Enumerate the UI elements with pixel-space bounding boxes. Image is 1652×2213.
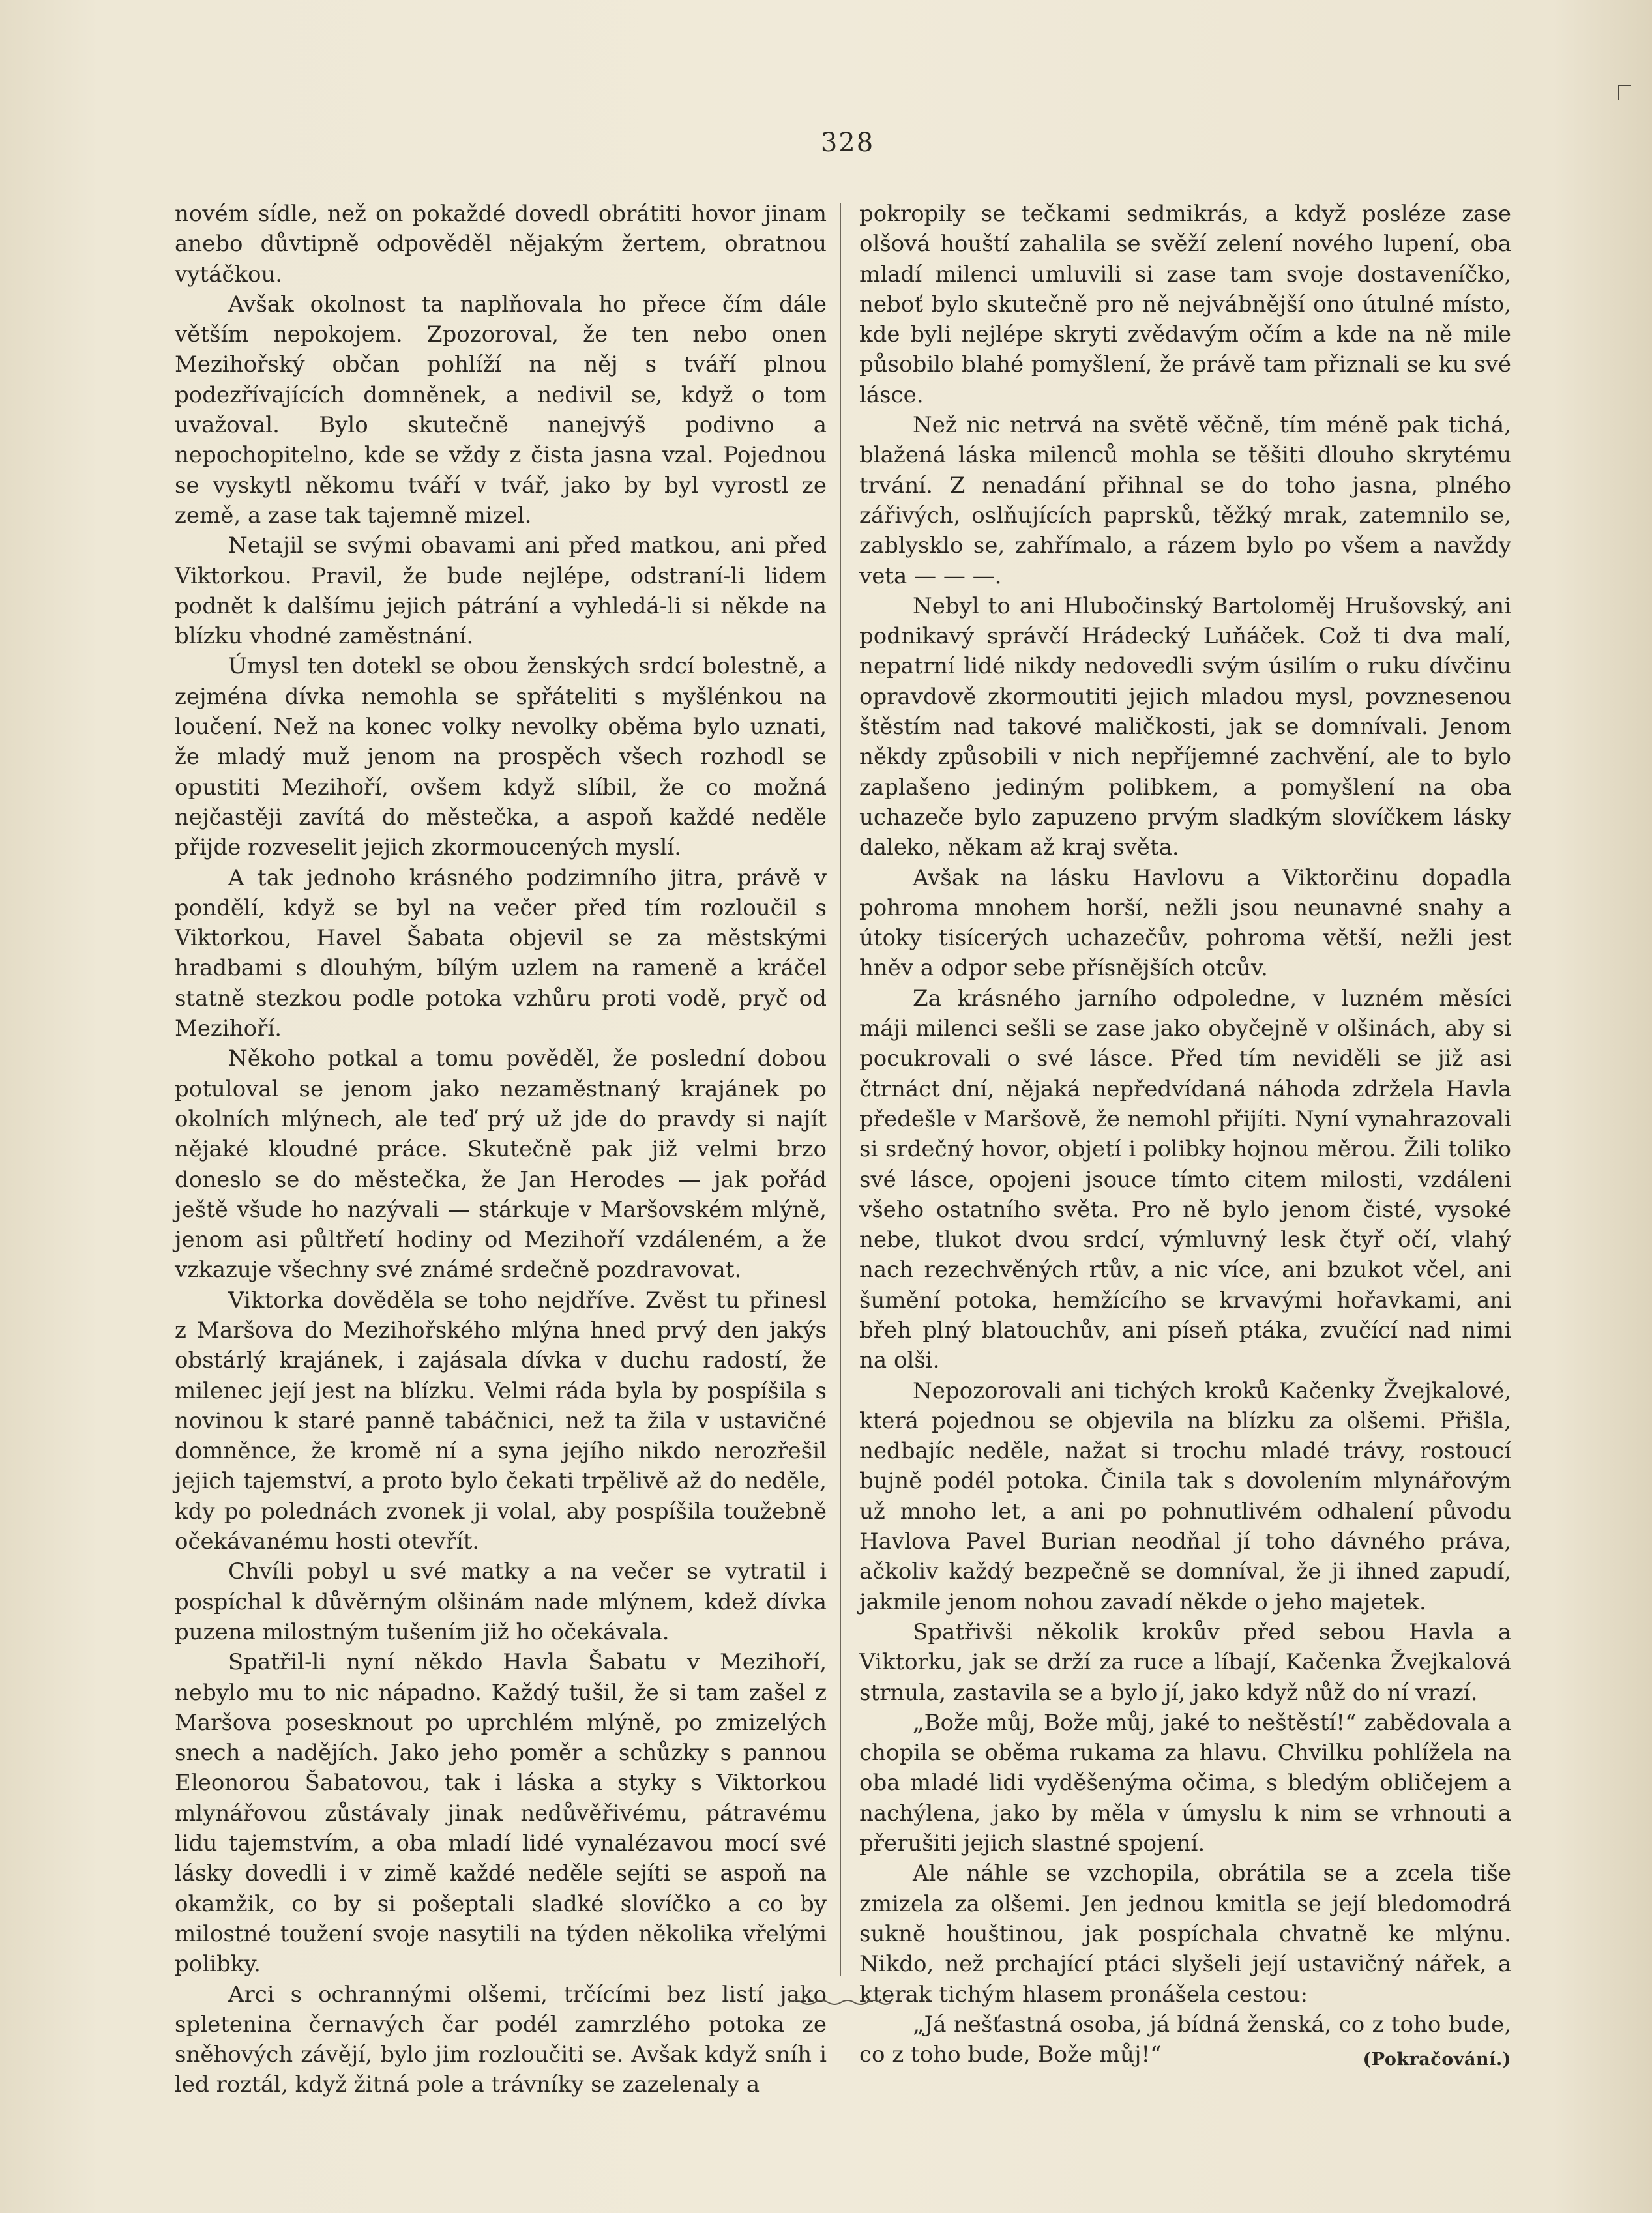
paragraph: Arci s ochrannými olšemi, trčícími bez listí jako spletenina černavých čar podél zamrzlého potoka ze sněhových závějí, bylo jim rozloučiti se. Avšak když sníh i led roztál, když žitná pole a trávníky se zazelenaly a — [175, 1981, 827, 2098]
paragraph: Za krásného jarního odpoledne, v luzném měsíci máji milenci sešli se zase jako obyčejně v olšinách, aby si pocukrovali o své lásce. Před tím neviděli se již asi čtrnáct dní, nějaká nepředvídaná náhoda zdržela Havla předešle v Maršově, že nemohl přijíti. Nyní vynahrazovali si srdečný hovor, objetí i polibky hojnou měrou. Žili toliko své lásce, opojeni jsouce tímto citem milosti, vzdáleni všeho ostatního světa. Pro ně bylo jenom čisté, vysoké nebe, tlukot dvou srdcí, výmluvný lesk čtyř očí, vlahý nach rezechvěných rtův, a nic více, ani bzukot včel, ani šumění potoka, hemžícího se krvavými hořavkami, ani břeh plný blatouchův, ani píseň ptáka, zvučící nad nimi na olši. — [859, 985, 1511, 1374]
paragraph: Než nic netrvá na světě věčně, tím méně pak tichá, blažená láska milenců mohla se těšiti dlouho skrytému trvání. Z nenadání přihnal se do toho jasna, plného zářivých, oslňujících paprsků, těžký mrak, zatemnilo se, zablysklo se, zahřímalo, a rázem bylo po všem a navždy veta — — —. — [859, 412, 1511, 589]
right-column — [859, 199, 1511, 2075]
paragraph: Spatřivši několik krokův před sebou Havla a Viktorku, jak se drží za ruce a líbají, Kačenka Žvejkalová strnula, zastavila se a bylo jí, jako když nůž do ní vrazí. — [859, 1619, 1511, 1706]
scan-corner-mark — [1618, 85, 1631, 100]
continuation-note: (Pokračování.) — [1363, 2049, 1511, 2070]
paragraph: Spatřil-li nyní někdo Havla Šabatu v Mezihoří, nebylo mu to nic nápadno. Každý tušil, že si tam zašel z Maršova posesknout po uprchlém mlýně, po zmizelých snech a nadějích. Jako jeho poměr a schůzky s pannou Eleonorou Šabatovou, tak i láska a styky s Viktorkou mlynářovou zůstávaly jinak nedůvěřivému, pátravému lidu tajemstvím, a oba mladí lidé vynalézavou mocí své lásky dovedli i v zimě každé neděle sejíti se aspoň na okamžik, co by si pošeptali sladké slovíčko a co by milostné toužení svoje nasytili na týden několika vřelými polibky. — [175, 1649, 827, 1978]
column-divider — [840, 203, 841, 1976]
paragraph: pokropily se tečkami sedmikrás, a když posléze zase olšová houští zahalila se svěží zelení nového lupení, oba mladí milenci umluvili si zase tam svoje dostaveníčko, neboť bylo skutečně pro ně nejvábnější ono útulné místo, kde byli nejlépe skryti zvědavým očím a kde na ně mile působilo blahé pomyšlení, že právě tam přiznali se ku své lásce. — [859, 201, 1511, 408]
paragraph: Avšak na lásku Havlovu a Viktorčinu dopadla pohroma mnohem horší, nežli jsou neunavné snahy a útoky tisícerých uchazečův, pohroma větší, nežli jest hněv a odpor sebe přísnějších otcův. — [859, 864, 1511, 982]
paragraph-final — [859, 2010, 1511, 2070]
paragraph: novém sídle, než on pokaždé dovedl obrátiti hovor jinam anebo důvtipně odpověděl nějakým žertem, obratnou vytáčkou. — [175, 201, 827, 287]
left-column — [175, 199, 827, 2100]
paragraph: Netajil se svými obavami ani před matkou, ani před Viktorkou. Pravil, že bude nejlépe, odstraní-li lidem podnět k dalšímu jejich pátrání a vyhledá-li si někde na blízku vhodné zaměstnání. — [175, 533, 827, 650]
paragraph: Chvíli pobyl u své matky a na večer se vytratil i pospíchal k důvěrným olšinám nade mlýnem, kdež dívka puzena milostným tušením již ho očekávala. — [175, 1559, 827, 1645]
paragraph: Avšak okolnost ta naplňovala ho přece čím dále větším nepokojem. Zpozoroval, že ten nebo onen Mezihořský občan pohlíží na něj s tváří plnou podezřívajících domněnek, a nedivil se, když o tom uvažoval. Bylo skutečně nanejvýš podivno a nepochopitelno, kde se vždy z čista jasna vzal. Pojednou se vyskytl někomu tváří v tvář, jako by byl vyrostl ze země, a zase tak tajemně mizel. — [175, 291, 827, 529]
paragraph: Úmysl ten dotekl se obou ženských srdcí bolestně, a zejména dívka nemohla se spřáteliti s myšlénkou na loučení. Než na konec volky nevolky oběma bylo uznati, že mladý muž jenom na prospěch všech rozhodl se opustiti Mezihoří, ovšem když slíbil, že co možná nejčastěji zavítá do městečka, a aspoň každé neděle přijde rozveselit jejich zkormoucených myslí. — [175, 653, 827, 861]
paragraph: Viktorka dověděla se toho nejdříve. Zvěst tu přinesl z Maršova do Mezihořského mlýna hned prvý den jakýs obstárlý krajánek, i zajásala dívka v duchu radostí, že milenec její jest na blízku. Velmi ráda byla by pospíšila s novinou k staré panně tabáčnici, než ta žila v ustavičné domněnce, že kromě ní a syna jejího nikdo nerozřešil jejich tajemství, a proto bylo čekati trpělivě až do neděle, kdy po polednách zvonek ji volal, aby pospíšila toužebně očekávanému hosti otevřít. — [175, 1287, 827, 1555]
final-sentence: „Já nešťastná osoba, já bídná ženská, co z toho bude, co z toho bude, Bože můj!“ — [859, 2011, 1511, 2068]
page-number: 328 — [820, 128, 875, 158]
paragraph: Někoho potkal a tomu pověděl, že poslední dobou potuloval se jenom jako nezaměstnaný krajánek po okolních mlýnech, ale teď prý už jde do pravdy si najít nějaké kloudné práce. Skutečně pak již velmi brzo doneslo se do městečka, že Jan Herodes — jak pořád ještě všude ho nazývali — stárkuje v Maršovském mlýně, jenom asi půltřetí hodiny od Mezihoří vzdáleném, a že vzkazuje všechny své známé srdečně pozdravovat. — [175, 1046, 827, 1283]
paragraph: Nebyl to ani Hlubočinský Bartoloměj Hrušovský, ani podnikavý správčí Hrádecký Luňáček. Což ti dva malí, nepatrní lidé nikdy nedovedli svým úsilím o ruku dívčinu opravdově zkormoutiti jejich mladou mysl, povznesenou štěstím nad takové maličkosti, jak se domnívali. Jenom někdy způsobili v nich nepříjemné zachvění, ale to bylo zaplašeno jediným polibkem, a pomyšlení na oba uchazeče bylo zapuzeno prvým sladkým slovíčkem lásky daleko, někam až kraj světa. — [859, 593, 1511, 861]
wave-ornament — [788, 1998, 892, 2007]
paragraph: Ale náhle se vzchopila, obrátila se a zcela tiše zmizela za olšemi. Jen jednou kmitla se její bledomodrá sukně houštinou, jak pospíchala chvatně ke mlýnu. Nikdo, než prchající ptáci slyšeli její ustavičný nářek, a kterak tichým hlasem pronášela cestou: — [859, 1860, 1511, 2008]
paragraph: A tak jednoho krásného podzimního jitra, právě v pondělí, když se byl na večer před tím rozloučil s Viktorkou, Havel Šabata objevil se za městskými hradbami s dlouhým, bílým uzlem na rameně a kráčel statně stezkou podle potoka vzhůru proti vodě, pryč od Mezihoří. — [175, 864, 827, 1042]
paragraph: „Bože můj, Bože můj, jaké to neštěstí!“ zabědovala a chopila se oběma rukama za hlavu. Chvilku pohlížela na oba mladé lidi vyděšenýma očima, s bledým obličejem a nachýlena, jako by měla v úmyslu k nim se vrhnouti a přerušiti jejich slastné spojení. — [859, 1709, 1511, 1857]
paragraph: Nepozorovali ani tichých kroků Kačenky Žvejkalové, která pojednou se objevila na blízku za olšemi. Přišla, nedbajíc neděle, nažat si trochu mladé trávy, rostoucí bujně podél potoka. Činila tak s dovolením mlynářovým už mnoho let, a ani po pohnutlivém odhalení původu Havlova Pavel Burian neodňal jí toho dávného práva, ačkoliv každý bezpečně se domníval, že ji ihned zapudí, jakmile jenom nohou zavadí někde o jeho majetek. — [859, 1377, 1511, 1615]
